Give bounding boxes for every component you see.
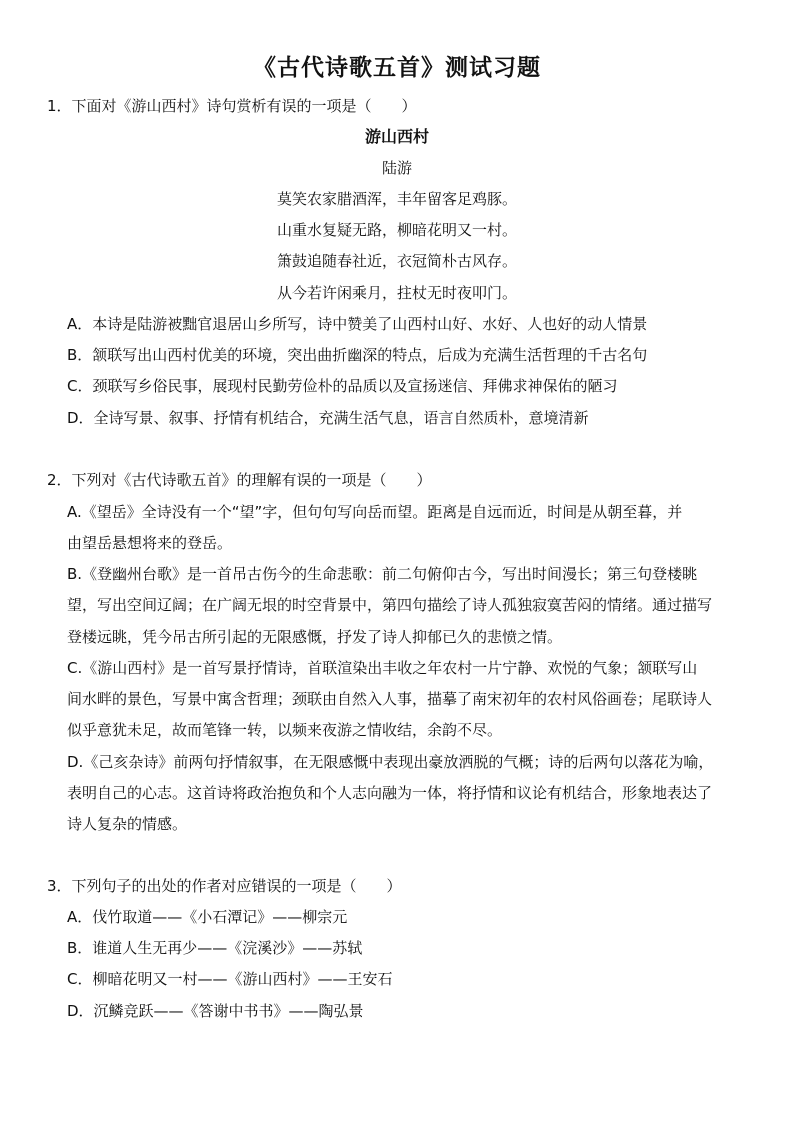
poem-line: 箫鼓追随春社近，衣冠简朴古风存。 [276,252,517,270]
question-1-option-a: A．本诗是陆游被黜官退居山乡所写，诗中赞美了山西村山好、水好、人也好的动人情景 [67,315,648,333]
question-3-stem: 3．下列句子的出处的作者对应错误的一项是（ ） [47,877,402,895]
poem-line: 从今若许闲乘月，拄杖无时夜叩门。 [276,284,517,302]
question-1-option-c: C．颈联写乡俗民事，展现村民勤劳俭朴的品质以及宣扬迷信、拜佛求神保佑的陋习 [67,377,618,395]
question-2-stem: 2．下列对《古代诗歌五首》的理解有误的一项是（ ） [47,471,432,489]
poem-author: 陆游 [381,159,412,177]
question-3-option-b: B．谁道人生无再少——《浣溪沙》——苏轼 [67,939,363,957]
poem-line: 莫笑农家腊酒浑，丰年留客足鸡豚。 [276,190,517,208]
question-2-option-a-line: 由望岳悬想将来的登岳。 [67,534,233,552]
question-3-option-c: C．柳暗花明又一村——《游山西村》——王安石 [67,970,393,988]
question-2-option-d-line: 诗人复杂的情感。 [67,815,188,833]
question-2-option-d-line: 表明自己的心志。这首诗将政治抱负和个人志向融为一体，将抒情和议论有机结合，形象地表达了 [67,784,713,802]
question-3-option-a: A．伐竹取道——《小石潭记》——柳宗元 [67,908,348,926]
poem-title: 游山西村 [364,127,429,146]
question-2-option-c-line: 似乎意犹未足，故而笔锋一转，以频来夜游之情收结，余韵不尽。 [67,721,503,739]
question-2-option-c-line: C.《游山西村》是一首写景抒情诗，首联渲染出丰收之年农村一片宁静、欢悦的气象；颔联写山 [67,659,698,677]
poem-line: 山重水复疑无路，柳暗花明又一村。 [276,221,517,239]
question-2-option-b-line: 登楼远眺，凭今吊古所引起的无限感慨，抒发了诗人抑郁已久的悲愤之情。 [67,628,563,646]
question-1-stem: 1．下面对《游山西村》诗句赏析有误的一项是（ ） [47,97,417,115]
question-2-option-c-line: 间水畔的景色，写景中寓含哲理；颈联由自然入人事，描摹了南宋初年的农村风俗画卷；尾联诗人 [67,690,713,708]
question-3-option-d: D．沉鳞竞跃——《答谢中书书》——陶弘景 [67,1002,364,1020]
page-title: 《古代诗歌五首》测试习题 [253,55,541,81]
question-1-option-b: B．颔联写出山西村优美的环境，突出曲折幽深的特点，后成为充满生活哲理的千古名句 [67,346,648,364]
question-2-option-b-line: B.《登幽州台歌》是一首吊古伤今的生命悲歌：前二句俯仰古今，写出时间漫长；第三句登楼眺 [67,565,698,583]
question-2-option-d-line: D.《己亥杂诗》前两句抒情叙事，在无限感慨中表现出豪放洒脱的气概；诗的后两句以落花为喻， [67,753,714,771]
question-2-option-a-line: A.《望岳》全诗没有一个“望”字，但句句写向岳而望。距离是自远而近，时间是从朝至暮，并 [67,503,683,521]
question-1-option-d: D．全诗写景、叙事、抒情有机结合，充满生活气息，语言自然质朴，意境清新 [67,409,589,427]
question-2-option-b-line: 望，写出空间辽阔；在广阔无垠的时空背景中，第四句描绘了诗人孤独寂寞苦闷的情绪。通过描写 [67,596,713,614]
